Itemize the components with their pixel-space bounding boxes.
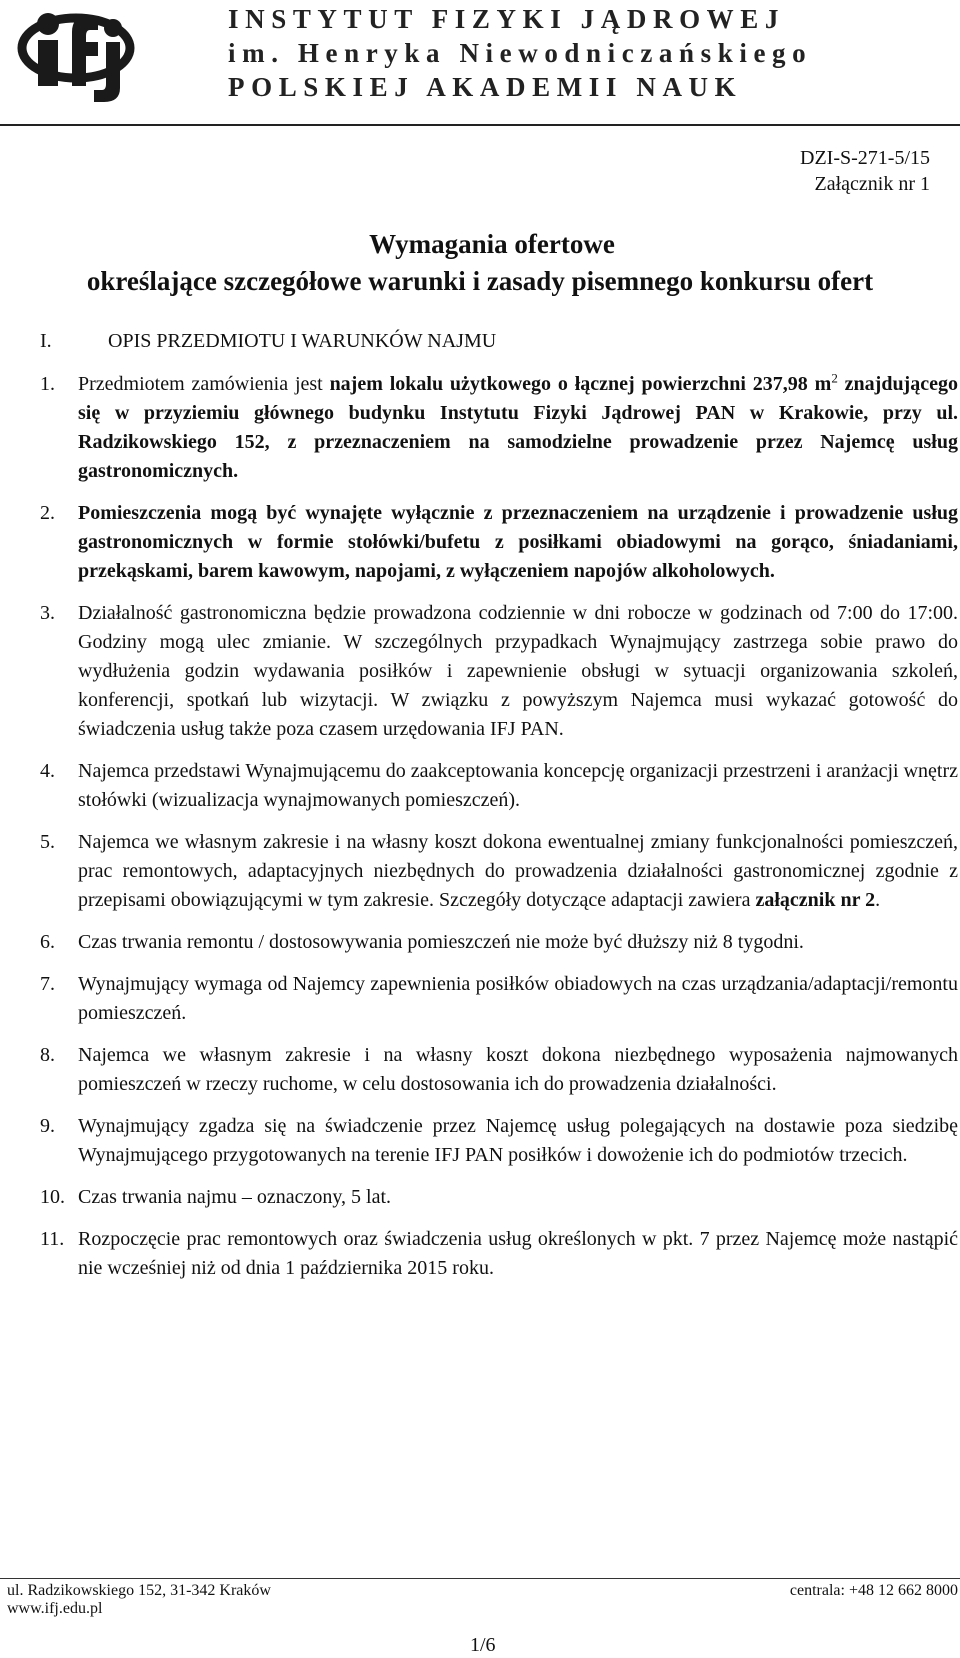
item-number: 7.	[40, 973, 55, 995]
document-subtitle: określające szczegółowe warunki i zasady pisemnego konkursu ofert	[86, 266, 874, 296]
item-text: Najemca przedstawi Wynajmującemu do zaakceptowania koncepcję organizacji przestrzeni i aranżacji wnętrz stołówki (wizualizacja wynajmowanych pomieszczeń).	[78, 760, 958, 811]
item-number: 1.	[40, 373, 55, 395]
item-number: 6.	[40, 931, 55, 953]
item-number: 8.	[40, 1044, 55, 1066]
item-number: 2.	[40, 502, 55, 524]
list-item	[40, 928, 958, 957]
item-text: .	[875, 889, 881, 911]
item-text: Przedmiotem zamówienia jest	[78, 373, 330, 395]
institute-name-line-3: POLSKIEJ AKADEMII NAUK	[228, 72, 743, 102]
item-number: 9.	[40, 1115, 55, 1137]
footer-website: www.ifj.edu.pl	[7, 1600, 103, 1617]
document-title: Wymagania ofertowe	[369, 229, 615, 259]
footer-divider	[0, 1578, 960, 1579]
list-item	[40, 1225, 958, 1283]
requirements-list	[40, 370, 958, 1283]
item-number: 5.	[40, 831, 55, 853]
item-text: Czas trwania najmu – oznaczony, 5 lat.	[78, 1186, 392, 1208]
item-text-bold: znajdującego się w przyziemiu głównego budynku Instytutu Fizyki Jądrowej PAN w Krakowie, przy ul. Radzikowskiego 152, z przeznaczeniem na samodzielne prowadzenie przez Najemcę usług gastronomicznych.	[78, 373, 958, 482]
document-header	[0, 0, 960, 126]
item-number: 4.	[40, 760, 55, 782]
item-text: Wynajmujący zgadza się na świadczenie przez Najemcę usług polegających na dostawie poza siedzibę Wynajmującego przygotowanych na terenie IFJ PAN posiłków i dowożenie ich do podmiotów trzecich.	[78, 1115, 958, 1166]
item-text: Działalność gastronomiczna będzie prowadzona codziennie w dni robocze w godzinach od 7:00 do 17:00. Godziny mogą ulec zmianie. W szczególnych przypadkach Wynajmujący zastrzega sobie prawo do wydłużenia godzin wydawania posiłków i zapewnienie obsługi w sytuacji organizowania szkoleń, konferencji, spotkań lub wizytacji. W związku z powyższym Najemca musi wykazać gotowość do świadczenia usług także poza czasem urzędowania IFJ PAN.	[78, 602, 958, 740]
item-text: Czas trwania remontu / dostosowywania pomieszczeń nie może być dłuższy niż 8 tygodni.	[78, 931, 804, 953]
institute-name-line-1: INSTYTUT FIZYKI JĄDROWEJ	[228, 4, 785, 34]
item-text: Najemca we własnym zakresie i na własny koszt dokona ewentualnej zmiany funkcjonalności pomieszczeń, prac remontowych, adaptacyjnych niezbędnych do prowadzenia działalności gastronomicznej zgodnie z przepisami obowiązującymi w tym zakresie. Szczegóły dotyczące adaptacji zawiera	[78, 831, 958, 911]
item-text: Rozpoczęcie prac remontowych oraz świadczenia usług określonych w pkt. 7 przez Najemcę może nastąpić nie wcześniej niż od dnia 1 października 2015 roku.	[78, 1228, 958, 1279]
list-item	[40, 1183, 958, 1212]
list-item	[40, 757, 958, 815]
list-item	[40, 1112, 958, 1170]
item-text-bold: najem lokalu użytkowego o łącznej powierzchni 237,98 m	[329, 373, 832, 395]
document-reference-code: DZI-S-271-5/15	[800, 147, 930, 169]
ifj-logo	[14, 2, 136, 102]
item-text-bold: Pomieszczenia mogą być wynajęte wyłącznie z przeznaczeniem na urządzenie i prowadzenie usług gastronomicznych w formie stołówki/bufetu z posiłkami obiadowymi na gorąco, śniadaniami, przekąskami, barem kawowym, napojami, z wyłączeniem napojów alkoholowych.	[78, 502, 958, 582]
superscript: 2	[831, 370, 838, 386]
list-item	[40, 499, 958, 586]
list-item	[40, 828, 958, 915]
item-number: 3.	[40, 602, 55, 624]
institute-name-line-2: im. Henryka Niewodniczańskiego	[228, 38, 813, 68]
item-text: Wynajmujący wymaga od Najemcy zapewnienia posiłków obiadowych na czas urządzania/adaptacji/remontu pomieszczeń.	[78, 973, 958, 1024]
list-item	[40, 970, 958, 1028]
attachment-label: Załącznik nr 1	[814, 173, 930, 195]
header-divider	[0, 124, 960, 126]
list-item	[40, 370, 958, 486]
section-title: OPIS PRZEDMIOTU I WARUNKÓW NAJMU	[108, 330, 497, 352]
item-number: 11.	[40, 1228, 65, 1250]
list-item	[40, 1041, 958, 1099]
page-number: 1/6	[470, 1634, 496, 1656]
section-number: I.	[40, 330, 52, 352]
item-text-bold: załącznik nr 2	[755, 889, 876, 911]
section-heading	[40, 330, 496, 353]
list-item	[40, 599, 958, 744]
item-text: Najemca we własnym zakresie i na własny koszt dokona niezbędnego wyposażenia najmowanych pomieszczeń w rzeczy ruchome, w celu dostosowania ich do prowadzenia działalności.	[78, 1044, 958, 1095]
footer-phone: centrala: +48 12 662 8000	[789, 1582, 958, 1599]
footer-address: ul. Radzikowskiego 152, 31-342 Kraków	[7, 1582, 271, 1599]
item-number: 10.	[40, 1186, 65, 1208]
